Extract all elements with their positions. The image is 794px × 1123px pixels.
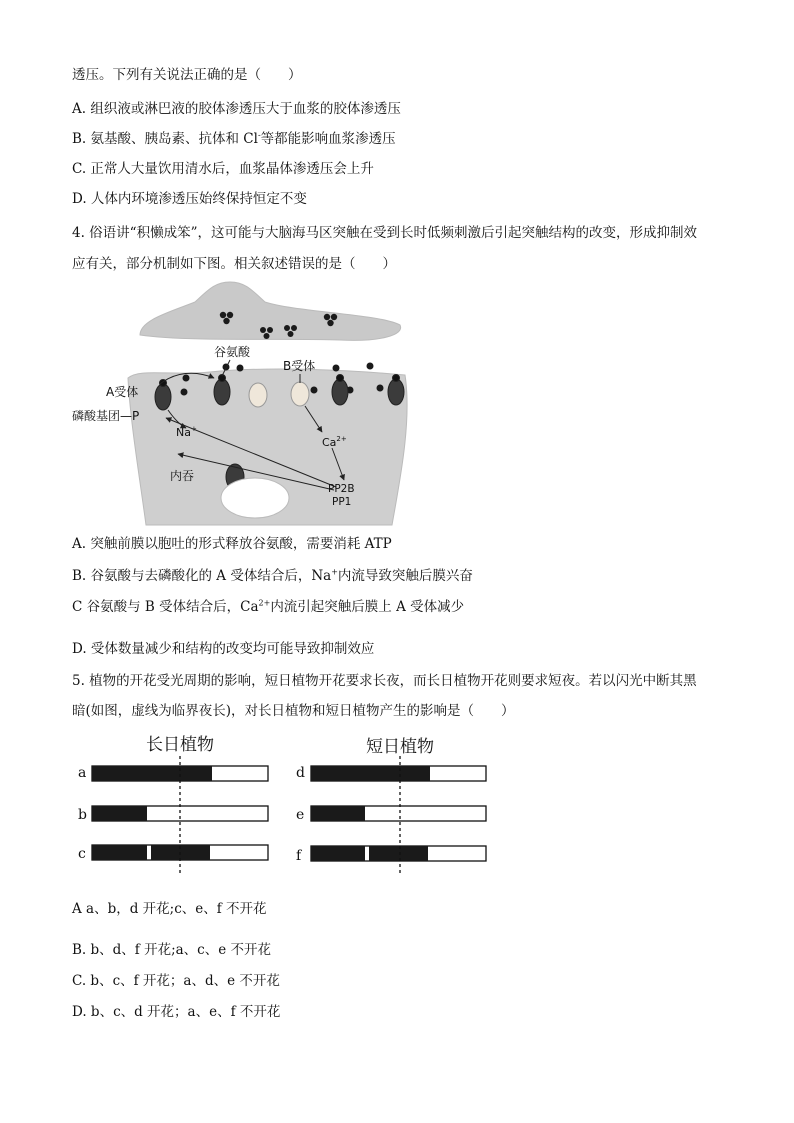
q4-option-a: A. 突触前膜以胞吐的形式释放谷氨酸，需要消耗 ATP <box>72 536 392 552</box>
label-c: c <box>78 846 86 862</box>
label-ca: $Ca^{2+}$ <box>322 435 347 449</box>
label-internalize: 内吞 <box>170 469 195 483</box>
q3-option-b: B. 氨基酸、胰岛素、抗体和 Cl-等都能影响血浆渗透压 <box>72 130 396 147</box>
label-a-receptor: A受体 <box>106 385 139 399</box>
label-na: Na+ <box>176 425 197 439</box>
bar-f-dark1 <box>311 846 365 861</box>
q3-option-c: C. 正常人大量饮用清水后，血浆晶体渗透压会上升 <box>72 161 374 177</box>
q4-stem-line2: 应有关，部分机制如下图。相关叙述错误的是（ ） <box>72 256 396 272</box>
label-b-receptor: B受体 <box>283 359 316 373</box>
bar-f-dark2 <box>369 846 428 861</box>
label-a: a <box>78 765 87 781</box>
title-short-day: 短日植物 <box>366 737 434 757</box>
bar-d-dark <box>311 766 430 781</box>
label-f: f <box>296 848 302 864</box>
q5-stem-line1: 5. 植物的开花受光周期的影响，短日植物开花要求长夜，而长日植物开花则要求短夜。若以闪光中断其黑 <box>72 673 697 689</box>
q5-option-a: A a、b，d 开花;c、e、f 不开花 <box>72 901 267 917</box>
q3-option-a: A. 组织液或淋巴液的胶体渗透压大于血浆的胶体渗透压 <box>72 101 401 117</box>
label-glutamate: 谷氨酸 <box>214 345 251 359</box>
label-phosphate: 磷酸基团—P <box>72 409 140 423</box>
q3-stem-end: 透压。下列有关说法正确的是（ ） <box>72 67 302 83</box>
q5-option-d: D. b、c、d 开花；a、e、f 不开花 <box>72 1004 281 1020</box>
endosome <box>221 478 289 518</box>
bar-b-dark <box>92 806 147 821</box>
q5-option-c: C. b、c、f 开花；a、d、e 不开花 <box>72 973 280 989</box>
bar-c-dark1 <box>92 845 147 860</box>
q5-stem-line2: 暗(如图，虚线为临界夜长)，对长日植物和短日植物产生的影响是（ ） <box>72 703 515 719</box>
label-d: d <box>296 765 305 781</box>
q5-option-b: B. b、d、f 开花;a、c、e 不开花 <box>72 942 272 958</box>
bar-e-dark <box>311 806 365 821</box>
q4-option-c: C 谷氨酸与 B 受体结合后，$Ca^{2+}$内流引起突触后膜上 A 受体减少 <box>72 598 465 615</box>
bar-a-dark <box>92 766 212 781</box>
q4-stem-line1: 4. 俗语讲“积懒成笨”，这可能与大脑海马区突触在受到长时低频刺激后引起突触结构的改变，形成抑制效 <box>72 225 697 241</box>
photoperiod-diagram <box>70 728 510 878</box>
q4-option-d: D. 受体数量减少和结构的改变均可能导致抑制效应 <box>72 641 375 657</box>
title-long-day: 长日植物 <box>146 735 214 755</box>
label-pp1: PP1 <box>332 496 352 508</box>
label-pp2b: PP2B <box>328 483 355 495</box>
q3-option-d: D. 人体内环境渗透压始终保持恒定不变 <box>72 191 307 207</box>
label-e: e <box>296 807 305 823</box>
q4-option-b: B. 谷氨酸与去磷酸化的 A 受体结合后，Na+内流导致突触后膜兴奋 <box>72 567 473 584</box>
label-b: b <box>78 807 87 823</box>
synapse-diagram <box>72 280 430 525</box>
